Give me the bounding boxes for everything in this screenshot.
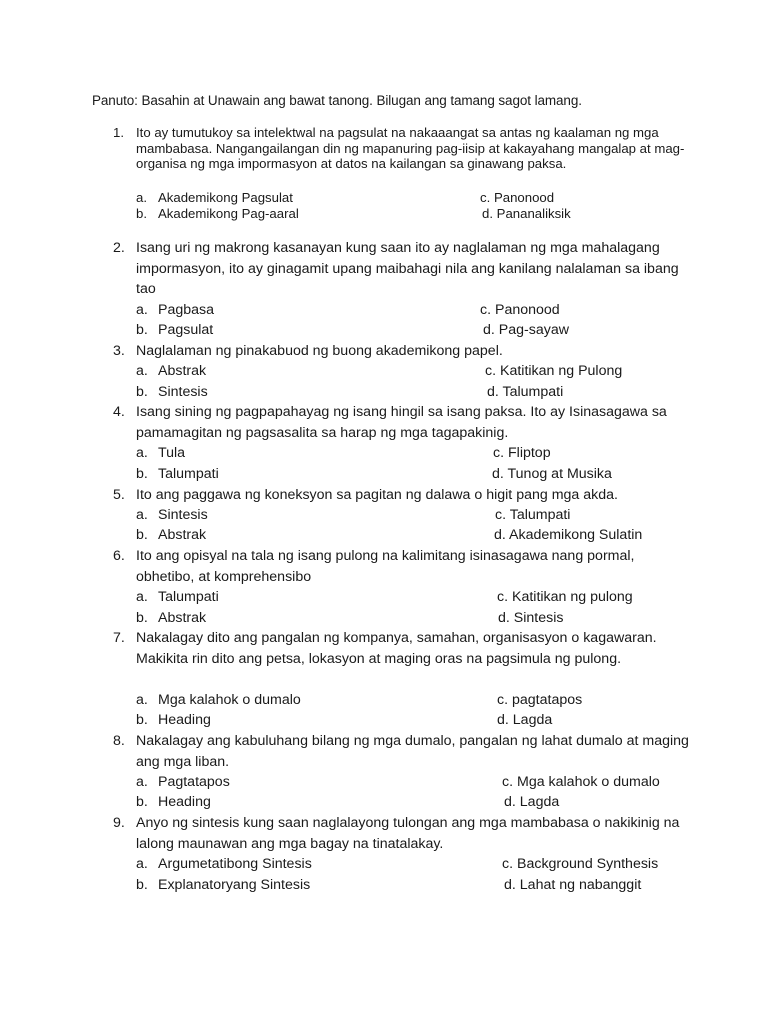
choice-letter: a. (136, 302, 148, 318)
choice-letter: c. (495, 507, 507, 523)
choice-a[interactable] (136, 361, 206, 382)
choice-text: Talumpati (502, 384, 564, 400)
choice-b[interactable] (136, 608, 206, 629)
choice-text: Talumpati (158, 466, 219, 482)
question-number: 3. (113, 343, 125, 359)
choice-a[interactable] (136, 690, 301, 711)
choice-letter: b. (136, 527, 148, 543)
question-number: 6. (113, 548, 125, 564)
choice-letter: c. (502, 774, 514, 790)
choice-d[interactable] (498, 608, 563, 629)
choice-c[interactable] (502, 854, 658, 875)
choice-letter: c. (502, 856, 514, 872)
choice-letter: a. (136, 363, 148, 379)
question-number: 8. (113, 733, 125, 749)
choice-text: Abstrak (158, 527, 207, 543)
choice-text: Tula (158, 445, 186, 461)
choice-a[interactable] (136, 587, 219, 608)
choice-letter: d. (492, 466, 504, 482)
choice-letter: b. (136, 322, 148, 338)
choice-a[interactable] (136, 190, 293, 206)
choice-d[interactable] (483, 320, 569, 341)
choice-text: Argumetatibong Sintesis (158, 856, 312, 872)
choice-text: Abstrak (158, 610, 207, 626)
choice-letter: b. (136, 206, 147, 221)
choice-text: Lahat ng nabanggit (519, 877, 642, 893)
choice-d[interactable] (494, 525, 642, 546)
choice-a[interactable] (136, 300, 214, 321)
choice-b[interactable] (136, 382, 208, 403)
choice-text: Akademikong Pagsulat (158, 190, 293, 205)
choice-letter: d. (504, 877, 516, 893)
choice-c[interactable] (495, 505, 570, 526)
choice-letter: d. (482, 206, 493, 221)
choice-letter: a. (136, 507, 148, 523)
choice-letter: c. (485, 363, 497, 379)
choice-letter: c. (497, 692, 509, 708)
choice-d[interactable] (504, 792, 559, 813)
choice-text: Pagsulat (158, 322, 214, 338)
choice-text: Sintesis (158, 507, 208, 523)
choice-b[interactable] (136, 875, 310, 896)
stem-line: Naglalaman ng pinakabuod ng buong akademikong papel. (136, 343, 503, 359)
question-number: 1. (113, 125, 124, 140)
choice-letter: b. (136, 384, 148, 400)
choice-text: Mga kalahok o dumalo (517, 774, 660, 790)
choice-letter: d. (494, 527, 506, 543)
choice-c[interactable] (493, 443, 551, 464)
question-stem (136, 485, 696, 506)
choice-letter: c. (493, 445, 505, 461)
choice-letter: d. (483, 322, 495, 338)
question-number: 4. (113, 404, 125, 420)
choice-text: Abstrak (158, 363, 207, 379)
choice-d[interactable] (504, 875, 641, 896)
choice-letter: c. (497, 589, 509, 605)
choice-text: Explanatoryang Sintesis (158, 877, 311, 893)
choice-text: Talumpati (509, 507, 571, 523)
choice-text: Lagda (519, 794, 560, 810)
question-stem: Isang sining ng pagpapahayag ng isang hingil sa isang paksa. Ito ay Isinasagawa sa pamamagitan ng pagsasalita sa harap ng mga tagapakinig. (136, 404, 667, 441)
choice-a[interactable] (136, 505, 208, 526)
choice-c[interactable] (480, 300, 560, 321)
choice-letter: b. (136, 466, 148, 482)
choice-b[interactable] (136, 792, 211, 813)
choice-text: Tunog at Musika (507, 466, 612, 482)
question-number: 7. (113, 630, 125, 646)
choice-letter: a. (136, 692, 148, 708)
choice-a[interactable] (136, 443, 185, 464)
choice-b[interactable] (136, 464, 219, 485)
choice-text: Background Synthesis (517, 856, 659, 872)
choice-text: Sintesis (513, 610, 564, 626)
question-stem: Ito ay tumutukoy sa intelektwal na pagsulat na nakaaangat sa antas ng kaalaman ng mga mambabasa. Nangangailangan din ng mapanuring pag-iisip at kakayahang mangalap at mag-organisa ng mga impormasyon at datos na kailangan sa ginawang paksa. (136, 125, 685, 172)
question-stem (136, 341, 696, 362)
choice-a[interactable] (136, 772, 230, 793)
choice-text: pagtatapos (512, 692, 583, 708)
choice-c[interactable] (480, 190, 554, 206)
choice-b[interactable] (136, 320, 213, 341)
question-stem: Isang uri ng makrong kasanayan kung saan ito ay naglalaman ng mga mahalagang impormasyon, ito ay ginagamit upang maibahagi nila ang kanilang nalalaman sa ibang tao (136, 240, 679, 297)
choice-letter: a. (136, 774, 148, 790)
choice-letter: b. (136, 712, 148, 728)
choice-letter: b. (136, 794, 148, 810)
choice-letter: c. (480, 190, 491, 205)
choice-letter: d. (487, 384, 499, 400)
question-stem: Anyo ng sintesis kung saan naglalayong tulongan ang mga mambabasa o nakikinig na lalong maunawan ang mga bagay na tinatalakay. (136, 815, 680, 852)
question-stem: Nakalagay dito ang pangalan ng kompanya, samahan, organisasyon o kagawaran. Makikita rin dito ang petsa, lokasyon at maging oras na pagsimula ng pulong. (136, 630, 657, 667)
choice-text: Pag-sayaw (498, 322, 569, 338)
choice-c[interactable] (502, 772, 660, 793)
choice-text: Panonood (493, 190, 555, 205)
choice-text: Mga kalahok o dumalo (158, 692, 301, 708)
choice-letter: b. (136, 610, 148, 626)
question-stem: Nakalagay ang kabuluhang bilang ng mga dumalo, pangalan ng lahat dumalo at maging ang mga liban. (136, 733, 689, 770)
choice-text: Panonood (495, 302, 560, 318)
choice-text: Katitikan ng pulong (512, 589, 633, 605)
instructions: Panuto: Basahin at Unawain ang bawat tanong. Bilugan ang tamang sagot lamang. (92, 93, 582, 108)
choice-text: Heading (158, 794, 211, 810)
choice-letter: a. (136, 190, 147, 205)
choice-letter: a. (136, 856, 148, 872)
choice-c[interactable] (485, 361, 622, 382)
choice-b[interactable] (136, 525, 206, 546)
choice-text: Akademikong Pag-aaral (158, 206, 299, 221)
choice-letter: c. (480, 302, 492, 318)
choice-b[interactable] (136, 206, 299, 222)
choice-letter: a. (136, 589, 148, 605)
choice-text: Pagtatapos (158, 774, 230, 790)
question-number: 5. (113, 487, 125, 503)
choice-letter: d. (498, 610, 510, 626)
choice-a[interactable] (136, 854, 312, 875)
choice-b[interactable] (136, 710, 211, 731)
choice-letter: b. (136, 877, 148, 893)
question-stem: Ito ang opisyal na tala ng isang pulong na kalimitang isinasagawa nang pormal, obhetibo, at komprehensibo (136, 548, 635, 585)
choice-text: Pananaliksik (496, 206, 571, 221)
choice-text: Talumpati (158, 589, 219, 605)
choice-text: Akademikong Sulatin (509, 527, 643, 543)
stem-line: Ito ang paggawa ng koneksyon sa pagitan ng dalawa o higit pang mga akda. (136, 487, 618, 503)
choice-text: Heading (158, 712, 211, 728)
choice-text: Lagda (512, 712, 553, 728)
choice-d[interactable] (482, 206, 571, 222)
question-number: 2. (113, 240, 125, 256)
choice-letter: d. (504, 794, 516, 810)
choice-letter: a. (136, 445, 148, 461)
choice-d[interactable] (497, 710, 552, 731)
choice-d[interactable] (492, 464, 612, 485)
choice-c[interactable] (497, 587, 633, 608)
choice-text: Katitikan ng Pulong (500, 363, 623, 379)
choice-text: Sintesis (158, 384, 208, 400)
choice-letter: d. (497, 712, 509, 728)
question-number: 9. (113, 815, 125, 831)
choice-d[interactable] (487, 382, 563, 403)
choice-text: Fliptop (508, 445, 551, 461)
choice-c[interactable] (497, 690, 582, 711)
choice-text: Pagbasa (158, 302, 215, 318)
